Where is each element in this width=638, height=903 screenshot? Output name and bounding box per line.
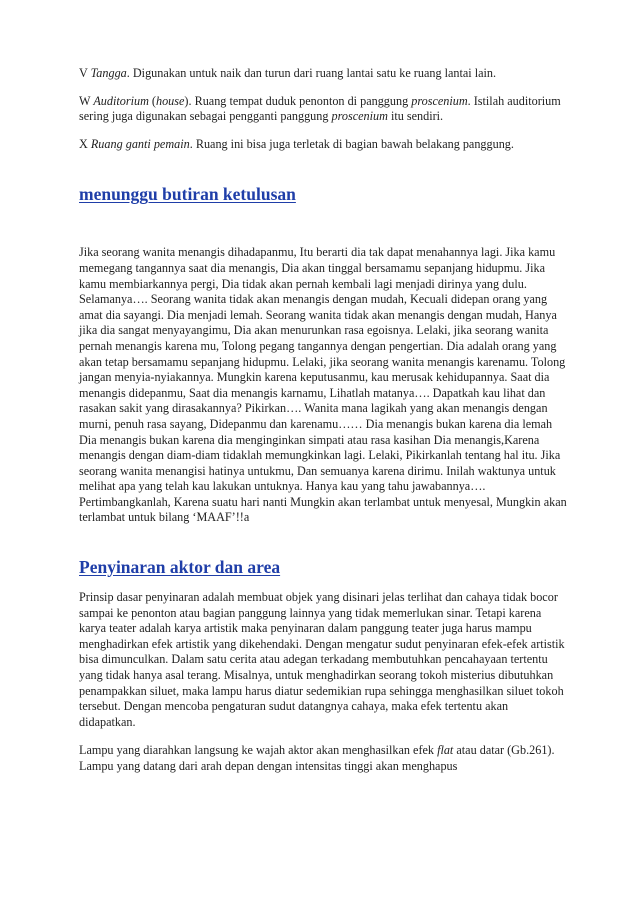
- definition-letter: V: [79, 66, 88, 80]
- definition-text: ). Ruang tempat duduk penonton di panggung: [184, 93, 412, 108]
- section-body-paragraph-2: [79, 743, 567, 774]
- term-flat: flat: [437, 743, 454, 758]
- definition-text: . Istilah auditorium sering juga digunakan sebagai pengganti panggung: [79, 93, 561, 124]
- section-heading-menunggu[interactable]: menunggu butiran ketulusan: [79, 184, 296, 205]
- definition-text: . Ruang ini bisa juga terletak di bagian bawah belakang panggung.: [189, 136, 514, 151]
- definition-term: Auditorium: [93, 93, 149, 108]
- paragraph-text: Lampu yang diarahkan langsung ke wajah aktor akan menghasilkan efek: [79, 743, 438, 758]
- definition-auditorium: [79, 94, 567, 125]
- definition-tangga: [79, 66, 567, 82]
- definition-term-house: house: [155, 93, 185, 108]
- definition-term-proscenium: proscenium: [331, 109, 388, 124]
- document-page: [79, 66, 567, 775]
- definition-term-proscenium: proscenium: [411, 93, 468, 108]
- definition-text: . Digunakan untuk naik dan turun dari ruang lantai satu ke ruang lantai lain.: [126, 66, 497, 80]
- section-body-menunggu: Jika seorang wanita menangis dihadapanmu, Itu berarti dia tak dapat menahannya lagi. Jika kamu memegang tangannya saat dia menangis, Dia akan tinggal bersamamu sepanjang hidupmu. Jika kamu membiarkannya pergi, Dia tidak akan pernah kembali lagi menjadi dirinya yang dulu. Selamanya…. Seorang wanita tidak akan menangis dengan mudah, Kecuali didepan orang yang amat dia sayangi. Dia menjadi lemah. Seorang wanita tidak akan menangis dengan mudah, Hanya jika dia sangat menyayangimu, Dia akan menurunkan rasa egoisnya. Lelaki, jika seorang wanita pernah menangis karena mu, Tolong pegang tangannya dengan pengertian. Dia adalah orang yang akan tetap bersamamu sepanjang hidupmu. Lelaki, jika seorang wanita menangis karenamu. Tolong jangan menyia-nyiakannya. Mungkin karena keputusanmu, kau merusak kehidupannya. Saat dia menangis didepanmu, Saat dia menangis karnamu, Lihatlah matanya…. Dapatkah kau lihat dan rasakan sakit yang dirasakannya? Pikirkan…. Wanita mana lagikah yang akan menangis dengan murni, penuh rasa sayang, Didepanmu dan karenamu…… Dia menangis bukan karena dia lemah Dia menangis bukan karena dia menginginkan simpati atau rasa kasihan Dia menangis,Karena menangis dengan diam-diam tidaklah memungkinkan lagi. Lelaki, Pikirkanlah tentang hal itu. Jika seorang wanita menangisi hatinya untukmu, Dan semuanya karena dirimu. Inilah waktunya untuk melihat apa yang telah kau lakukan untuknya. Hanya kau yang tahu jawabannya…. Pertimbangkanlah, Karena suatu hari nanti Mungkin akan terlambat untuk menyesal, Mungkin akan terlambat untuk bilang ‘MAAF’!!a: [79, 245, 567, 525]
- section-body-paragraph-1: Prinsip dasar penyinaran adalah membuat objek yang disinari jelas terlihat dan cahaya tidak bocor sampai ke penonton atau bagian panggung lainnya yang tidak memerlukan sinar. Tetapi karena karya teater adalah karya artistik maka penyinaran dalam panggung teater juga harus mampu menghadirkan efek artistik yang dikehendaki. Dengan mengatur sudut penyinaran efek-efek artistik bisa dimunculkan. Dalam satu cerita atau adegan terkadang membutuhkan pencahayaan tertentu yang tidak hanya asal terang. Misalnya, untuk menghadirkan seorang tokoh misterius dibutuhkan penampakkan siluet, maka lampu harus diatur sedemikian rupa sehingga menghasilkan siluet tokoh tersebut. Dengan mencoba pengaturan sudut datangnya cahaya, maka efek tertentu akan didapatkan.: [79, 590, 565, 729]
- definition-term: Ruang ganti pemain: [90, 136, 190, 151]
- paragraph-text: atau datar (Gb.261). Lampu yang datang dari arah depan dengan intensitas tinggi akan menghapus: [79, 743, 555, 773]
- section-heading-penyinaran[interactable]: Penyinaran aktor dan area: [79, 557, 281, 578]
- definition-letter: X: [79, 136, 88, 151]
- definition-term: Tangga: [90, 66, 127, 80]
- definition-letter: W: [79, 93, 91, 108]
- definition-text: itu sendiri.: [387, 109, 444, 124]
- definition-ruang-ganti: [79, 137, 567, 153]
- definition-text: (: [148, 93, 156, 108]
